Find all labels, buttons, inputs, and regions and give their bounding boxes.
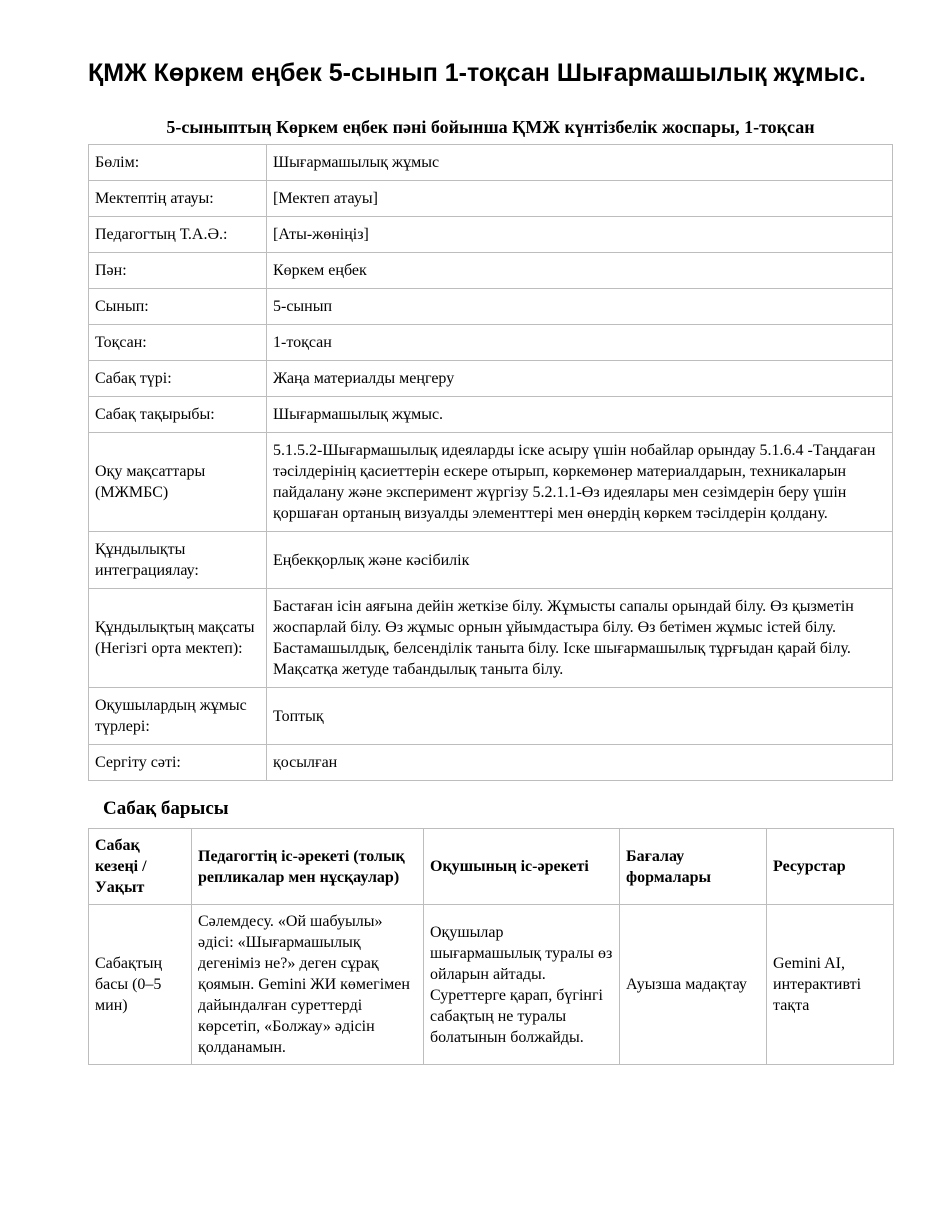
info-row (89, 253, 893, 289)
info-label: Тоқсан: (89, 325, 267, 361)
info-row (89, 589, 893, 688)
lesson-cell: Gemini AI, интерактивті тақта (767, 905, 894, 1065)
info-row (89, 145, 893, 181)
document-page (88, 58, 893, 1065)
info-row (89, 745, 893, 781)
info-value: Топтық (267, 688, 893, 745)
info-value: Шығармашылық жұмыс. (267, 397, 893, 433)
info-value: Шығармашылық жұмыс (267, 145, 893, 181)
info-label: Құндылықтың мақсаты (Негізгі орта мектеп): (89, 589, 267, 688)
info-label: Сабақ тақырыбы: (89, 397, 267, 433)
lesson-header-cell: Ресурстар (767, 829, 894, 905)
info-value: Жаңа материалды меңгеру (267, 361, 893, 397)
lesson-header-cell: Оқушының іс-әрекеті (424, 829, 620, 905)
info-row (89, 325, 893, 361)
info-label: Мектептің атауы: (89, 181, 267, 217)
info-label: Бөлім: (89, 145, 267, 181)
info-row (89, 433, 893, 532)
info-value: Бастаған ісін аяғына дейін жеткізе білу. Жұмысты сапалы орындай білу. Өз қызметін жоспарлай білу. Өз жұмыс орнын ұйымдастыра білу. Өз бетімен жұмыс істей білу. Бастамашылдық, белсенділік таныта білу. Іске шығармашылық тұрғыдан қарай білу. Мақсатқа жетуде табандылық таныта білу. (267, 589, 893, 688)
info-row (89, 289, 893, 325)
lesson-cell: Сабақтың басы (0–5 мин) (89, 905, 192, 1065)
lesson-table (88, 828, 894, 1065)
lesson-cell: Оқушылар шығармашылық туралы өз ойларын айтады. Суреттерге қарап, бүгінгі сабақтың не туралы болатынын болжайды. (424, 905, 620, 1065)
plan-subtitle: 5-сыныптың Көркем еңбек пәні бойынша ҚМЖ күнтізбелік жоспары, 1-тоқсан (166, 117, 815, 137)
lesson-cell: Сәлемдесу. «Ой шабуылы» әдісі: «Шығармашылық дегеніміз не?» деген сұрақ қоямын. Gemini ЖИ көмегімен дайындалған суреттерді көрсетіп, «Болжау» әдісін қолданамын. (192, 905, 424, 1065)
info-value: Көркем еңбек (267, 253, 893, 289)
lesson-header-cell: Бағалау формалары (620, 829, 767, 905)
lesson-header-cell: Сабақ кезеңі / Уақыт (89, 829, 192, 905)
info-label: Пән: (89, 253, 267, 289)
info-label: Педагогтың Т.А.Ә.: (89, 217, 267, 253)
info-row (89, 532, 893, 589)
info-row (89, 181, 893, 217)
lesson-header-cell: Педагогтің іс-әрекеті (толық репликалар мен нұсқаулар) (192, 829, 424, 905)
info-row (89, 397, 893, 433)
info-label: Оқушылардың жұмыс түрлері: (89, 688, 267, 745)
info-value: 5-сынып (267, 289, 893, 325)
lesson-cell: Ауызша мадақтау (620, 905, 767, 1065)
info-label: Сергіту сәті: (89, 745, 267, 781)
info-value: [Мектеп атауы] (267, 181, 893, 217)
info-row (89, 361, 893, 397)
lesson-row (89, 905, 894, 1065)
info-label: Сынып: (89, 289, 267, 325)
lesson-header-row (89, 829, 894, 905)
info-value: [Аты-жөніңіз] (267, 217, 893, 253)
info-value: қосылған (267, 745, 893, 781)
info-value: Еңбекқорлық және кәсібилік (267, 532, 893, 589)
info-value: 5.1.5.2-Шығармашылық идеяларды іске асыру үшін нобайлар орындау 5.1.6.4 -Таңдаған тәсілдерінің қасиеттерін ескере отырып, көркемөнер материалдарын, техникаларын пайдалану және эксперимент жүргізу 5.2.1.1-Өз идеялары мен сезімдерін беру үшін қоршаған ортаның визуалды элементтері мен өнердің көркем тәсілдерін қолдану. (267, 433, 893, 532)
info-label: Оқу мақсаттары (МЖМБС) (89, 433, 267, 532)
info-row (89, 217, 893, 253)
lesson-section-title: Сабақ барысы (103, 798, 229, 819)
info-table (88, 144, 893, 781)
document-title: ҚМЖ Көркем еңбек 5-сынып 1-тоқсан Шығармашылық жұмыс. (88, 59, 866, 87)
info-row (89, 688, 893, 745)
info-label: Құндылықты интеграциялау: (89, 532, 267, 589)
info-value: 1-тоқсан (267, 325, 893, 361)
info-label: Сабақ түрі: (89, 361, 267, 397)
